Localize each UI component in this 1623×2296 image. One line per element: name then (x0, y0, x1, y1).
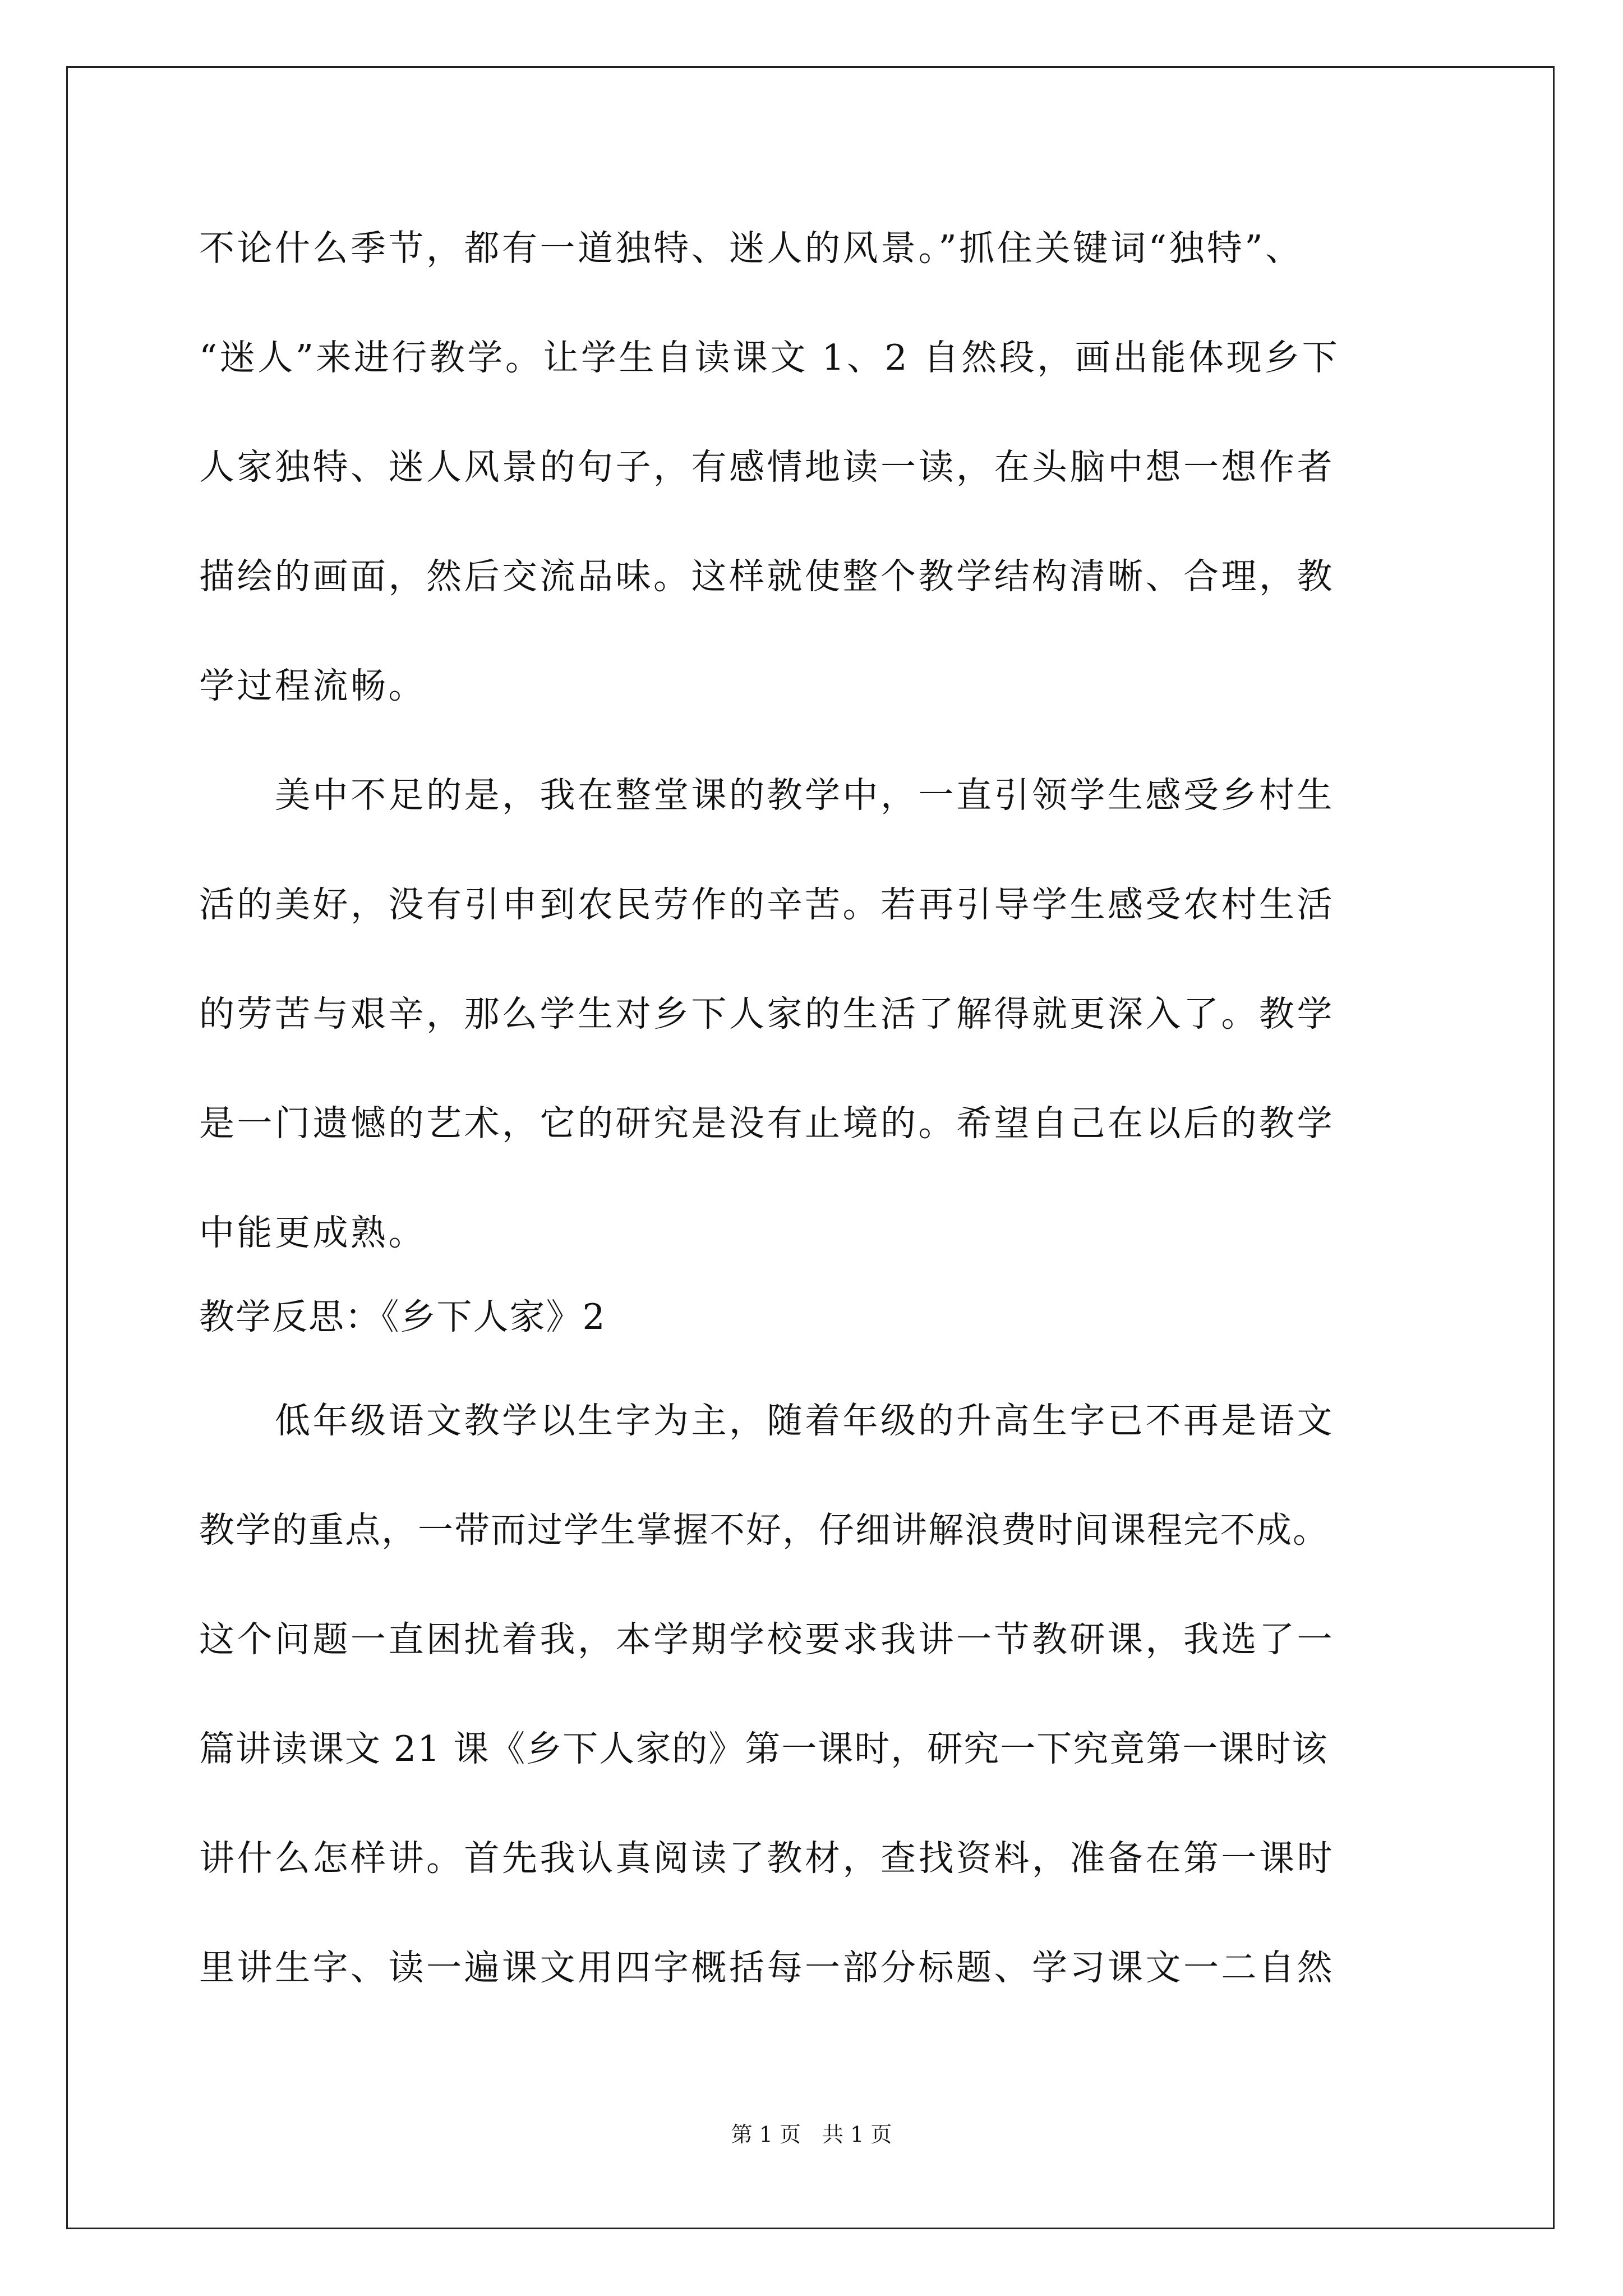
text-line-15: 篇讲读课文 21 课《乡下人家的》第一课时，研究一下究竟第一课时该 (199, 1728, 1329, 1769)
text-line-3: 人家独特、迷人风景的句子，有感情地读一读，在头脑中想一想作者 (199, 447, 1335, 487)
text-line-17: 里讲生字、读一遍课文用四字概括每一部分标题、学习课文一二自然 (199, 1947, 1335, 1988)
text-line-14: 这个问题一直困扰着我，本学期学校要求我讲一节教研课，我选了一 (199, 1619, 1335, 1660)
text-line-9: 是一门遗憾的艺术，它的研究是没有止境的。希望自己在以后的教学 (199, 1103, 1335, 1144)
text-line-16: 讲什么怎样讲。首先我认真阅读了教材，查找资料，准备在第一课时 (199, 1838, 1335, 1879)
text-line-8: 的劳苦与艰辛，那么学生对乡下人家的生活了解得就更深入了。教学 (199, 993, 1335, 1034)
text-line-10: 中能更成熟。 (199, 1212, 426, 1253)
page-footer: 第 1 页 共 1 页 (731, 2122, 892, 2147)
text-line-7: 活的美好，没有引申到农民劳作的辛苦。若再引导学生感受农村生活 (199, 884, 1335, 925)
text-line-5: 学过程流畅。 (199, 665, 426, 706)
text-line-2: “迷人”来进行教学。让学生自读课文 1、2 自然段，画出能体现乡下 (199, 337, 1340, 378)
text-line-1: 不论什么季节，都有一道独特、迷人的风景。”抓住关键词“独特”、 (199, 228, 1303, 269)
text-line-4: 描绘的画面，然后交流品味。这样就使整个教学结构清晰、合理，教 (199, 556, 1335, 597)
text-line-6: 美中不足的是，我在整堂课的教学中，一直引领学生感受乡村生 (199, 775, 1335, 816)
text-line-12: 低年级语文教学以生字为主，随着年级的升高生字已不再是语文 (199, 1400, 1335, 1441)
section-heading: 教学反思：《乡下人家》2 (199, 1296, 606, 1337)
text-line-13: 教学的重点，一带而过学生掌握不好，仔细讲解浪费时间课程完不成。 (199, 1510, 1329, 1550)
